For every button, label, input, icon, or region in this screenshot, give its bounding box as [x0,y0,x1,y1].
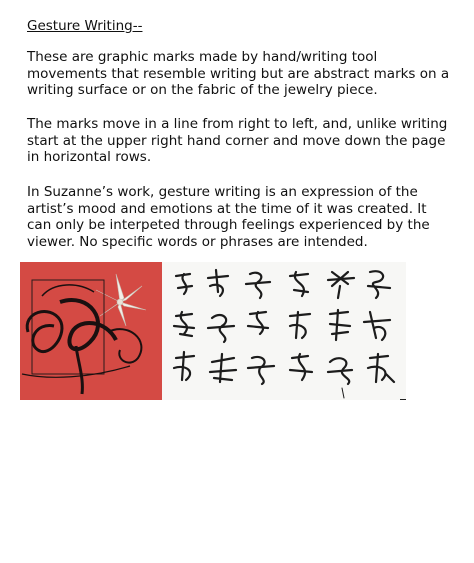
paragraph-meaning: In Suzanne’s work, gesture writing is an expression of the artist’s mood and emotions at the time of it was created. It can only be interpeted through feelings experienced by the viewer. No specific words or phrases are intended. [27,184,430,250]
decorative-dash [400,399,406,400]
page-title: Gesture Writing-- [27,18,143,34]
gesture-writing-sample-image [162,262,406,400]
paragraph-definition: These are graphic marks made by hand/writing tool movements that resemble writing but are abstract marks on a writing surface or on the fabric of the jewelry piece. [27,49,450,98]
jewelry-artwork-icon [20,262,162,400]
jewelry-artwork-image [20,262,162,400]
gesture-writing-sample-icon [162,262,406,400]
paragraph-direction: The marks move in a line from right to left, and, unlike writing start at the upper right hand corner and move down the page in horizontal rows. [27,116,448,165]
